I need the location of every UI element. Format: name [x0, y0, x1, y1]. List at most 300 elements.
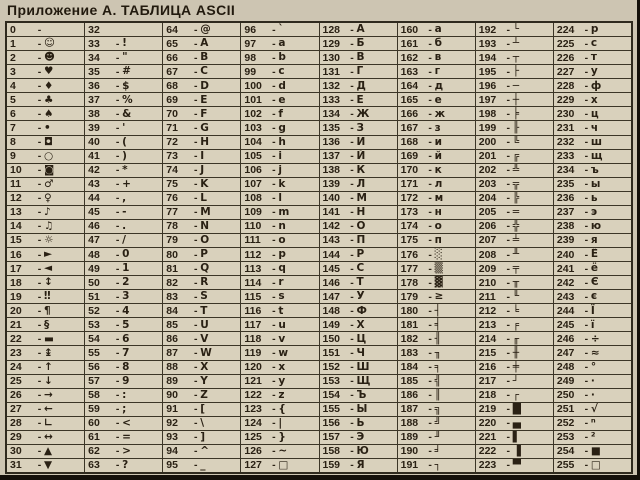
ascii-dash: -	[194, 248, 198, 261]
ascii-cell-10	[7, 164, 84, 178]
ascii-cell-126	[241, 445, 318, 459]
ascii-dash: -	[350, 164, 354, 177]
ascii-char: █	[512, 402, 521, 415]
ascii-cell-202	[476, 164, 553, 178]
ascii-dash: -	[506, 276, 510, 289]
ascii-char: ◘	[44, 135, 53, 148]
ascii-char: ♂	[44, 177, 54, 190]
ascii-code: 105	[244, 150, 262, 163]
ascii-char: ╟	[512, 121, 520, 134]
ascii-code: 251	[556, 403, 575, 416]
ascii-cell-13	[7, 206, 84, 220]
ascii-cell-89	[163, 375, 240, 389]
ascii-char: в	[434, 51, 442, 64]
ascii-dash: -	[506, 318, 510, 331]
ascii-code: 206	[478, 220, 497, 233]
ascii-cell-6	[7, 107, 84, 121]
ascii-dash: -	[37, 121, 42, 134]
ascii-code: 48	[88, 248, 100, 261]
ascii-code: 46	[88, 220, 100, 233]
ascii-code: 198	[478, 107, 497, 120]
ascii-cell-189	[398, 431, 475, 445]
ascii-char: т	[590, 51, 597, 64]
ascii-code: 155	[322, 403, 341, 416]
ascii-cell-239	[554, 234, 631, 248]
ascii-char: Я	[356, 459, 365, 472]
ascii-dash: -	[506, 234, 510, 247]
ascii-char: -	[122, 206, 127, 219]
ascii-cell-165	[398, 93, 475, 107]
ascii-dash: -	[115, 136, 120, 149]
ascii-dash: -	[37, 304, 42, 317]
ascii-dash: -	[350, 417, 354, 430]
ascii-code: 80	[166, 248, 178, 261]
ascii-cell-125	[241, 431, 318, 445]
ascii-dash: -	[115, 262, 120, 275]
ascii-char: @	[200, 23, 211, 36]
ascii-cell-139	[320, 178, 397, 192]
ascii-cell-11	[7, 178, 84, 192]
ascii-cell-42	[85, 164, 162, 178]
ascii-code: 250	[556, 389, 575, 402]
ascii-code: 237	[556, 206, 575, 219]
ascii-code: 241	[556, 262, 575, 275]
ascii-char: ╗	[434, 402, 441, 415]
ascii-dash: -	[115, 361, 120, 374]
ascii-dash: -	[584, 318, 589, 331]
ascii-char: Й	[356, 149, 366, 162]
ascii-char: ♣	[44, 93, 54, 106]
ascii-dash: -	[350, 178, 354, 191]
ascii-code: 19	[10, 290, 22, 303]
ascii-cell-180	[398, 304, 475, 318]
ascii-char: t	[278, 304, 284, 317]
ascii-cell-216	[476, 361, 553, 375]
ascii-cell-3	[7, 65, 84, 79]
ascii-char: W	[200, 346, 212, 359]
ascii-dash: -	[37, 431, 42, 444]
ascii-dash: -	[350, 332, 354, 345]
ascii-cell-147	[320, 290, 397, 304]
ascii-cell-85	[163, 318, 240, 332]
ascii-code: 177	[400, 262, 419, 275]
ascii-char: Э	[356, 431, 365, 444]
ascii-code: 64	[166, 23, 178, 36]
ascii-cell-45	[85, 206, 162, 220]
ascii-cell-176	[398, 248, 475, 262]
ascii-dash: -	[350, 121, 354, 134]
ascii-cell-148	[320, 304, 397, 318]
ascii-dash: -	[194, 23, 198, 36]
ascii-char: s	[278, 290, 285, 303]
ascii-char: □	[590, 459, 601, 472]
ascii-cell-114	[241, 276, 318, 290]
ascii-cell-162	[398, 51, 475, 65]
ascii-code: 166	[400, 107, 419, 120]
ascii-char: #	[122, 65, 131, 78]
ascii-char: √	[590, 402, 598, 415]
ascii-cell-33	[85, 37, 162, 51]
ascii-dash: -	[350, 361, 354, 374]
ascii-char: Z	[200, 388, 208, 401]
ascii-code: 72	[166, 136, 178, 149]
ascii-cell-214	[476, 332, 553, 346]
ascii-code: 167	[400, 121, 419, 134]
ascii-dash: -	[272, 107, 276, 120]
ascii-char: Л	[356, 177, 366, 190]
ascii-code: 187	[400, 403, 419, 416]
ascii-cell-26	[7, 389, 84, 403]
ascii-cell-234	[554, 164, 631, 178]
ascii-cell-59	[85, 403, 162, 417]
ascii-cell-219	[476, 403, 553, 417]
ascii-code: 161	[400, 37, 419, 50]
ascii-dash: -	[584, 332, 589, 345]
ascii-char: ё	[590, 262, 598, 275]
ascii-cell-199	[476, 121, 553, 135]
ascii-char: ▲	[44, 445, 53, 458]
ascii-char: Є	[590, 276, 599, 289]
ascii-cell-24	[7, 361, 84, 375]
ascii-cell-94	[163, 445, 240, 459]
ascii-dash: -	[506, 346, 510, 359]
ascii-code: 26	[10, 389, 22, 402]
ascii-table	[5, 21, 633, 474]
ascii-code: 151	[322, 346, 341, 359]
ascii-dash: -	[584, 51, 589, 64]
ascii-code: 23	[10, 346, 22, 359]
ascii-dash: -	[194, 206, 198, 219]
ascii-char: §	[44, 318, 50, 331]
ascii-dash: -	[506, 192, 510, 205]
ascii-char: ▼	[44, 459, 53, 472]
ascii-char: "	[122, 51, 128, 64]
ascii-code: 194	[478, 51, 497, 64]
ascii-dash: -	[350, 79, 354, 92]
ascii-dash: -	[584, 346, 589, 359]
ascii-char: ╘	[512, 304, 520, 317]
ascii-char: ц	[590, 107, 599, 120]
ascii-code: 16	[10, 248, 22, 261]
ascii-char: i	[278, 149, 282, 162]
ascii-dash: -	[584, 375, 589, 388]
ascii-code: 214	[478, 332, 497, 345]
ascii-cell-37	[85, 93, 162, 107]
ascii-char: э	[590, 206, 598, 219]
ascii-dash: -	[194, 220, 198, 233]
ascii-code: 130	[322, 51, 341, 64]
ascii-code: 102	[244, 107, 262, 120]
ascii-char: ‼	[44, 290, 51, 303]
ascii-dash: -	[272, 276, 276, 289]
ascii-char: м	[434, 192, 444, 205]
ascii-char: e	[278, 93, 286, 106]
ascii-code: 199	[478, 121, 497, 134]
ascii-cell-8	[7, 136, 84, 150]
ascii-code: 158	[322, 445, 341, 458]
ascii-cell-104	[241, 136, 318, 150]
ascii-code: 85	[166, 318, 178, 331]
ascii-char: '	[122, 121, 126, 134]
ascii-cell-9	[7, 150, 84, 164]
ascii-code: 133	[322, 93, 341, 106]
ascii-dash: -	[506, 93, 510, 106]
ascii-code: 147	[322, 290, 341, 303]
ascii-dash: -	[194, 304, 198, 317]
ascii-cell-77	[163, 206, 240, 220]
ascii-code: 92	[166, 417, 178, 430]
ascii-dash: -	[350, 150, 354, 163]
ascii-char: ╦	[512, 177, 520, 190]
ascii-dash: -	[115, 431, 120, 444]
ascii-code: 153	[322, 375, 341, 388]
ascii-cell-80	[163, 248, 240, 262]
ascii-char: н	[434, 206, 442, 219]
ascii-char: М	[356, 192, 367, 205]
ascii-char: Т	[356, 276, 364, 289]
ascii-char: ♦	[44, 79, 54, 92]
ascii-char: Н	[356, 206, 366, 219]
ascii-dash: -	[272, 459, 276, 472]
ascii-cell-39	[85, 121, 162, 135]
ascii-dash: -	[37, 262, 42, 275]
ascii-code: 196	[478, 79, 497, 92]
ascii-char: P	[200, 248, 208, 261]
ascii-char: К	[356, 163, 366, 176]
ascii-code: 74	[166, 164, 178, 177]
ascii-char: ↓	[44, 374, 53, 387]
ascii-cell-249	[554, 375, 631, 389]
ascii-cell-124	[241, 417, 318, 431]
ascii-cell-220	[476, 417, 553, 431]
ascii-cell-240	[554, 248, 631, 262]
ascii-dash: -	[194, 276, 198, 289]
ascii-dash: -	[272, 417, 276, 430]
ascii-char: •	[44, 121, 51, 134]
ascii-char: ж	[434, 107, 446, 120]
ascii-char: 7	[122, 346, 130, 359]
ascii-dash: -	[506, 107, 510, 120]
ascii-code: 226	[556, 51, 575, 64]
ascii-code: 99	[244, 65, 257, 78]
ascii-dash: -	[428, 164, 432, 177]
ascii-dash: -	[194, 234, 198, 247]
ascii-dash: -	[428, 318, 432, 331]
ascii-dash: -	[428, 375, 432, 388]
ascii-code: 138	[322, 164, 341, 177]
ascii-char: ь	[590, 192, 598, 205]
ascii-cell-231	[554, 121, 631, 135]
ascii-code: 97	[244, 37, 257, 50]
ascii-dash: -	[115, 445, 120, 458]
ascii-char: ╤	[512, 262, 520, 275]
ascii-code: 9	[10, 150, 16, 163]
ascii-code: 101	[244, 93, 262, 106]
ascii-cell-129	[320, 37, 397, 51]
ascii-code: 89	[166, 375, 178, 388]
ascii-dash: -	[584, 403, 589, 416]
ascii-char: 4	[122, 304, 130, 317]
ascii-dash: -	[584, 65, 589, 78]
ascii-cell-17	[7, 262, 84, 276]
ascii-dash: -	[194, 431, 198, 444]
ascii-dash: -	[272, 37, 276, 50]
ascii-char: Q	[200, 262, 210, 275]
ascii-dash: -	[194, 459, 198, 472]
ascii-dash: -	[428, 178, 432, 191]
ascii-char: ┐	[434, 459, 441, 472]
ascii-code: 68	[166, 79, 178, 92]
ascii-dash: -	[428, 361, 432, 374]
ascii-dash: -	[350, 304, 354, 317]
ascii-char: c	[278, 65, 285, 78]
ascii-cell-103	[241, 121, 318, 135]
ascii-char: ╕	[434, 360, 441, 373]
ascii-cell-23	[7, 346, 84, 360]
ascii-dash: -	[194, 192, 198, 205]
ascii-code: 160	[400, 23, 419, 36]
ascii-dash: -	[115, 65, 120, 78]
ascii-dash: -	[350, 65, 354, 78]
ascii-code: 148	[322, 304, 341, 317]
ascii-dash: -	[194, 178, 198, 191]
ascii-dash: -	[37, 23, 42, 36]
ascii-cell-120	[241, 361, 318, 375]
ascii-code: 10	[10, 164, 22, 177]
ascii-dash: -	[194, 389, 198, 402]
ascii-dash: -	[506, 445, 510, 458]
ascii-cell-159	[320, 459, 397, 472]
ascii-dash: -	[194, 445, 198, 458]
ascii-code: 201	[478, 150, 497, 163]
ascii-code: 61	[88, 431, 100, 444]
ascii-cell-111	[241, 234, 318, 248]
ascii-cell-95	[163, 459, 240, 472]
ascii-char: ┘	[512, 374, 520, 387]
ascii-dash: -	[506, 403, 510, 416]
ascii-dash: -	[350, 220, 354, 233]
ascii-cell-233	[554, 150, 631, 164]
ascii-dash: -	[37, 346, 42, 359]
ascii-code: 131	[322, 65, 341, 78]
ascii-dash: -	[194, 417, 198, 430]
ascii-code: 5	[10, 93, 16, 106]
ascii-dash: -	[350, 136, 354, 149]
ascii-code: 124	[244, 417, 262, 430]
ascii-dash: -	[115, 37, 120, 50]
ascii-dash: -	[428, 290, 432, 303]
ascii-code: 165	[400, 93, 419, 106]
ascii-code: 65	[166, 37, 178, 50]
ascii-cell-153	[320, 375, 397, 389]
ascii-cell-149	[320, 318, 397, 332]
ascii-dash: -	[428, 389, 432, 402]
ascii-cell-181	[398, 318, 475, 332]
ascii-cell-123	[241, 403, 318, 417]
ascii-char: б	[434, 37, 442, 50]
ascii-char: ┴	[512, 37, 520, 50]
ascii-code: 152	[322, 361, 341, 374]
ascii-char: щ	[590, 149, 603, 162]
ascii-dash: -	[428, 23, 432, 36]
ascii-cell-205	[476, 206, 553, 220]
ascii-code: 14	[10, 220, 22, 233]
ascii-char: ═	[512, 206, 520, 219]
ascii-code: 34	[88, 51, 100, 64]
ascii-dash: -	[272, 51, 276, 64]
ascii-cell-198	[476, 107, 553, 121]
ascii-code: 7	[10, 121, 16, 134]
ascii-char: ╣	[434, 374, 441, 387]
ascii-char: {	[278, 402, 286, 415]
ascii-dash: -	[350, 431, 354, 444]
ascii-dash: -	[584, 417, 589, 430]
ascii-cell-206	[476, 220, 553, 234]
ascii-cell-54	[85, 332, 162, 346]
ascii-cell-61	[85, 431, 162, 445]
ascii-cell-98	[241, 51, 318, 65]
ascii-char: F	[200, 107, 208, 120]
ascii-cell-215	[476, 346, 553, 360]
ascii-code: 117	[244, 318, 262, 331]
ascii-code: 108	[244, 192, 262, 205]
ascii-code: 118	[244, 332, 262, 345]
ascii-char: ~	[278, 445, 288, 458]
ascii-dash: -	[272, 346, 276, 359]
ascii-dash: -	[428, 431, 432, 444]
ascii-dash: -	[272, 136, 276, 149]
ascii-code: 30	[10, 445, 22, 458]
ascii-cell-55	[85, 346, 162, 360]
ascii-cell-241	[554, 262, 631, 276]
ascii-char: 6	[122, 332, 130, 345]
ascii-code: 149	[322, 318, 341, 331]
ascii-code: 135	[322, 121, 341, 134]
ascii-code: 229	[556, 93, 575, 106]
ascii-code: 83	[166, 290, 178, 303]
ascii-cell-192	[476, 23, 553, 37]
ascii-dash: -	[428, 93, 432, 106]
ascii-char: B	[200, 51, 209, 64]
ascii-dash: -	[428, 220, 432, 233]
ascii-dash: -	[272, 206, 276, 219]
ascii-cell-208	[476, 248, 553, 262]
ascii-cell-255	[554, 459, 631, 472]
ascii-char: ;	[122, 402, 127, 415]
ascii-code: 157	[322, 431, 341, 444]
ascii-cell-122	[241, 389, 318, 403]
ascii-code: 84	[166, 304, 178, 317]
ascii-cell-133	[320, 93, 397, 107]
ascii-cell-66	[163, 51, 240, 65]
ascii-char: ▀	[512, 459, 521, 472]
ascii-cell-83	[163, 290, 240, 304]
ascii-code: 27	[10, 403, 22, 416]
ascii-char: ⁿ	[590, 417, 596, 430]
ascii-code: 246	[556, 332, 575, 345]
ascii-char: ╚	[512, 135, 520, 148]
ascii-cell-93	[163, 431, 240, 445]
ascii-cell-172	[398, 192, 475, 206]
ascii-char: ∟	[44, 417, 53, 430]
ascii-char: U	[200, 318, 209, 331]
ascii-char: ♫	[44, 220, 54, 233]
ascii-dash: -	[272, 445, 276, 458]
ascii-column	[554, 23, 631, 472]
ascii-code: 136	[322, 136, 341, 149]
ascii-code: 143	[322, 234, 341, 247]
ascii-dash: -	[428, 150, 432, 163]
